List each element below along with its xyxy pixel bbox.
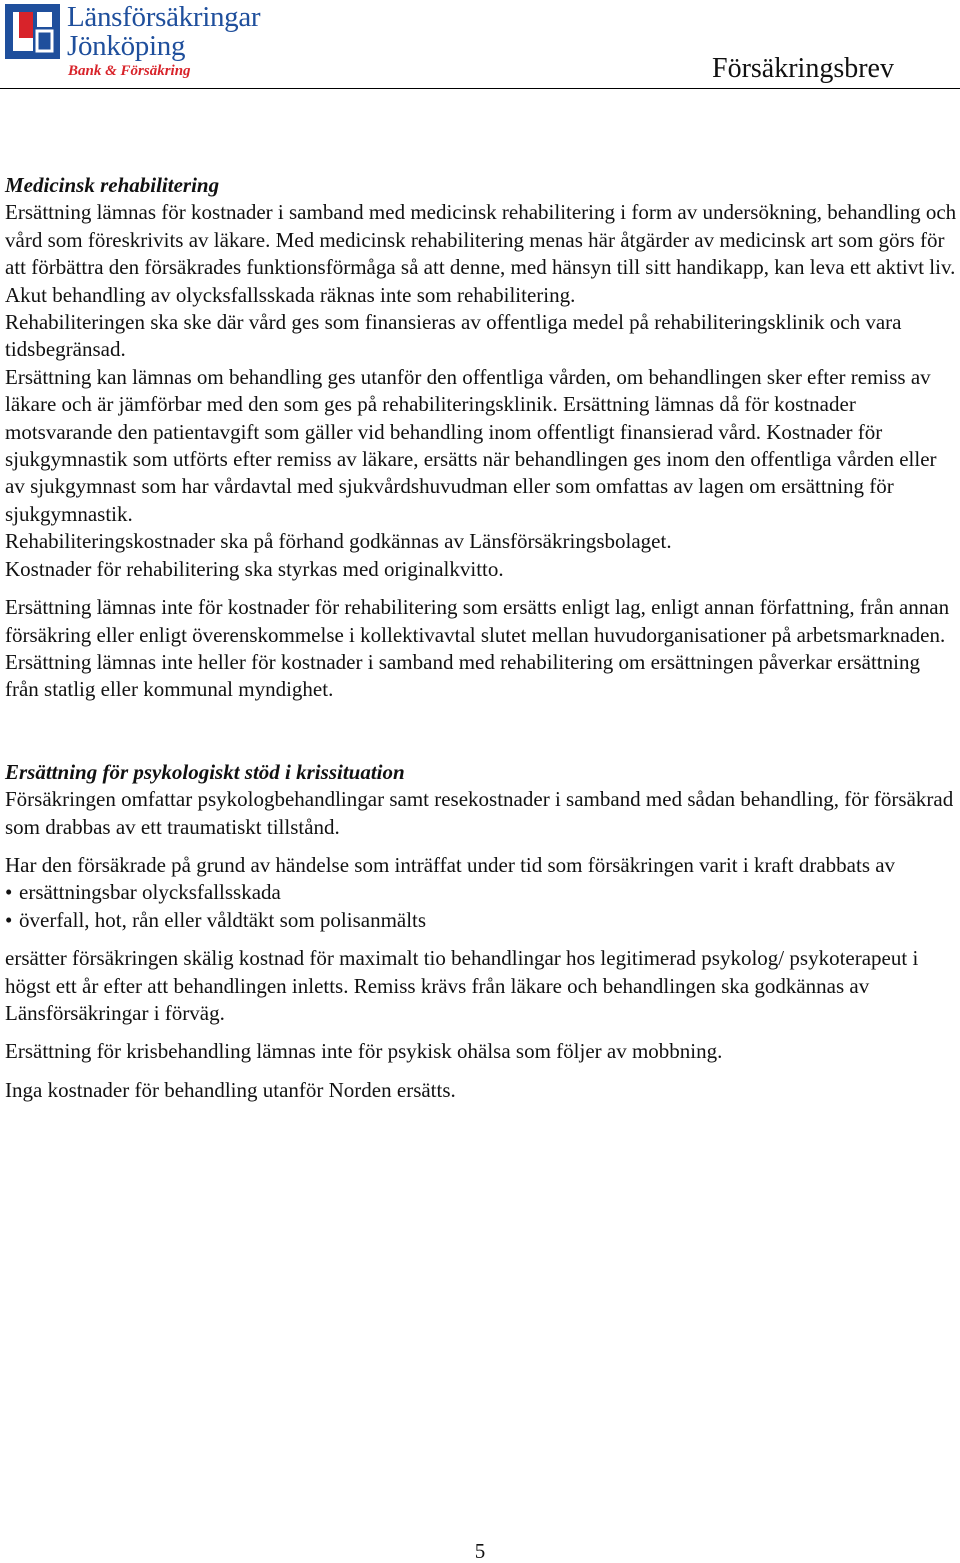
paragraph: Ersättning lämnas inte för kostnader för rehabilitering som ersätts enligt lag, enligt annan författning, från annan försäkring eller enligt överenskommelse i kollektivavtal slutet mellan huvudorganisationer på arbetsmarknaden. Ersättning lämnas inte heller för kostnader i samband med rehabilitering om ersättningen påverkar ersättning från statlig eller kommunal myndighet. (5, 595, 950, 702)
logo-tagline: Bank & Försäkring (68, 63, 191, 79)
document-title: Försäkringsbrev (712, 53, 894, 84)
paragraph: ersätter försäkringen skälig kostnad för maximalt tio behandlingar hos legitimerad psykolog/ psykoterapeut i högst ett år efter att behandlingen inletts. Remiss krävs från läkare och behandlingen ska godkännas av Länsförsäkringar i förväg. (5, 946, 919, 1025)
logo-text-line2: Jönköping (67, 30, 186, 62)
list-item (5, 907, 957, 934)
paragraph: Kostnader för rehabilitering ska styrkas med originalkvitto. (5, 556, 504, 581)
paragraph: Försäkringen omfattar psykologbehandlingar samt resekostnader i samband med sådan behandling, för försäkrad som drabbas av ett traumatiskt tillstånd. (5, 787, 954, 839)
list-item (5, 879, 957, 906)
document-body (5, 172, 957, 1104)
paragraph: Har den försäkrade på grund av händelse som inträffat under tid som försäkringen varit i kraft drabbats av (5, 852, 896, 877)
paragraph: Ersättning lämnas för kostnader i samband med medicinsk rehabilitering i form av undersökning, behandling och vård som föreskrivits av läkare. Med medicinsk rehabilitering menas här åtgärder av medicinsk art som görs för att förbättra den försäkrades funktionsförmåga så att denne, med hänsyn till sitt handikapp, kan leva ett aktivt liv. Akut behandling av olycksfallsskada räknas inte som rehabilitering. (5, 200, 957, 307)
paragraph: Ersättning kan lämnas om behandling ges utanför den offentliga vården, om behandlingen sker efter remiss av läkare och är jämförbar med den som ges på rehabiliteringsklinik. Ersättning lämnas då för kostnader motsvarande den patientavgift som gäller vid behandling inom offentligt finansierad vård. Kostnader för sjukgymnastik som utförts efter remiss av läkare, ersätts när behandlingen ges inom den offentliga vården eller av sjukgymnast som har vårdavtal med sjukvårdshuvudman eller som omfattas av lagen om ersättning för sjukgymnastik. (5, 364, 937, 526)
bullet-list (5, 879, 957, 934)
bullet-icon: • (5, 880, 13, 905)
company-logo (5, 3, 305, 83)
paragraph: Inga kostnader för behandling utanför Norden ersätts. (5, 1077, 456, 1102)
page-number: 5 (474, 1539, 486, 1563)
section-heading-psykologiskt: Ersättning för psykologiskt stöd i krissituation (5, 759, 405, 784)
list-item-text: ersättningsbar olycksfallsskada (19, 880, 281, 905)
logo-mark-icon (5, 4, 60, 59)
list-item-text: överfall, hot, rån eller våldtäkt som polisanmälts (19, 907, 427, 932)
paragraph: Rehabiliteringskostnader ska på förhand godkännas av Länsförsäkringsbolaget. (5, 529, 672, 554)
section-heading-medicinsk: Medicinsk rehabilitering (5, 173, 220, 197)
logo-text-line1: Länsförsäkringar (67, 1, 261, 33)
header-divider (0, 88, 960, 89)
bullet-icon: • (5, 907, 13, 932)
paragraph: Ersättning för krisbehandling lämnas inte för psykisk ohälsa som följer av mobbning. (5, 1039, 723, 1064)
paragraph: Rehabiliteringen ska ske där vård ges som finansieras av offentliga medel på rehabiliteringsklinik och vara tidsbegränsad. (5, 310, 902, 362)
page-header (0, 0, 960, 92)
